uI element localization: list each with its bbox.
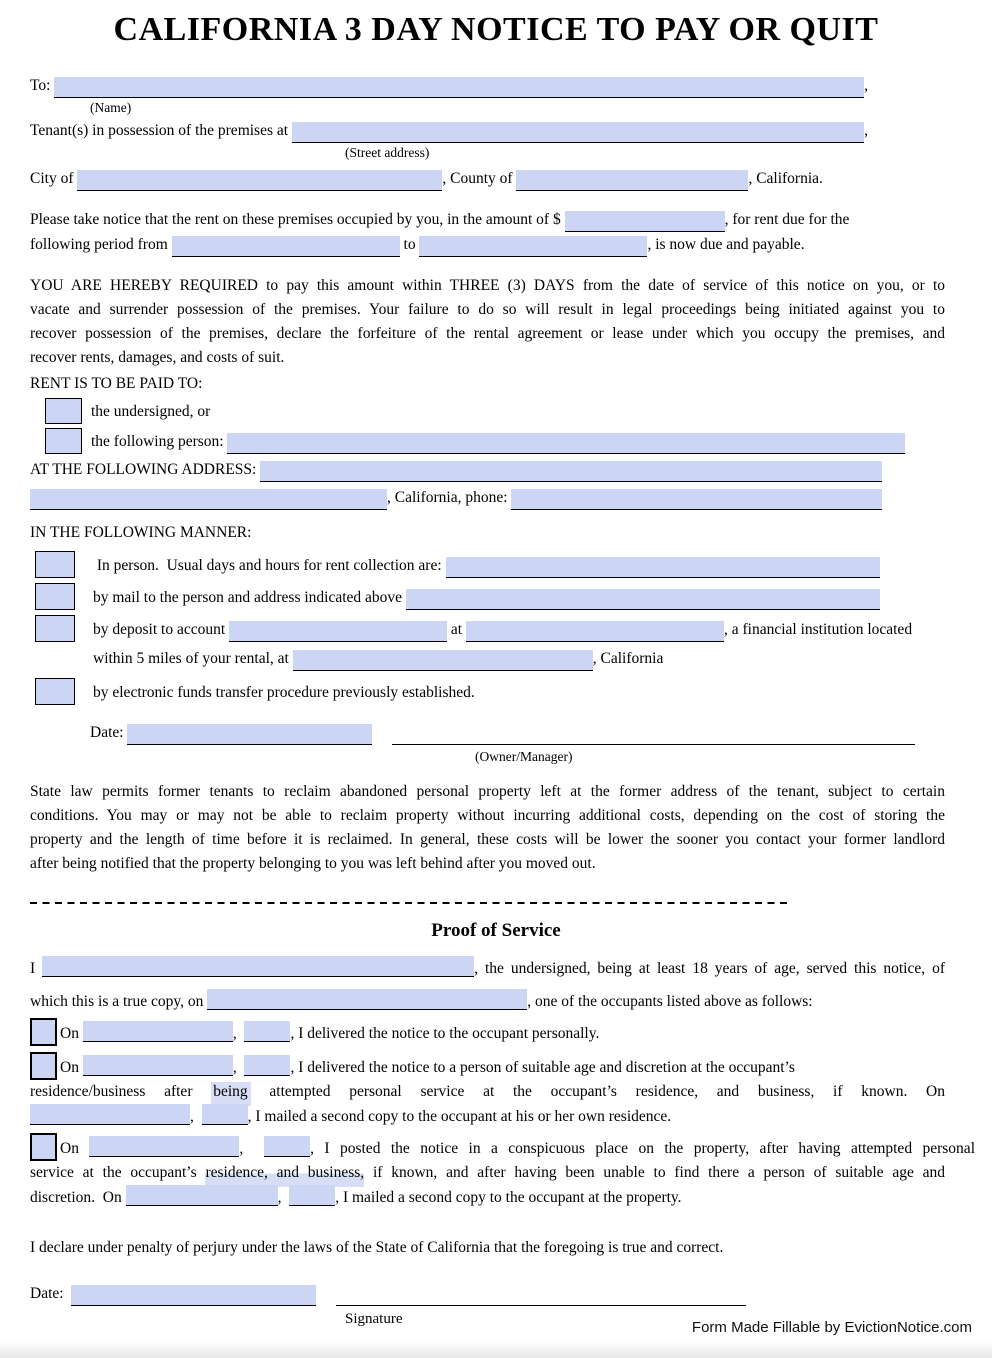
deposit-post-text: , a financial institution located bbox=[723, 621, 913, 638]
checkbox-following-person[interactable] bbox=[45, 428, 82, 454]
manner-heading: IN THE FOLLOWING MANNER: bbox=[30, 524, 252, 541]
to-label: To: bbox=[30, 77, 55, 94]
deposit-line2-label: within 5 miles of your rental, at bbox=[93, 650, 293, 667]
notice-text-1: Please take notice that the rent on these premises occupied by you, in the amount of $ bbox=[30, 211, 565, 228]
signature-date-row bbox=[30, 1282, 962, 1306]
reclaim-line-2: conditions. You may or may not be able to reclaim property without incurring additional costs, depending on the cost of storing the bbox=[30, 807, 945, 824]
notice-text-2: , for rent due for the bbox=[724, 211, 850, 228]
posting-line-3 bbox=[30, 1185, 962, 1210]
proof-copy-pre: which this is a true copy, on bbox=[30, 993, 208, 1010]
address-line2-text: , California, phone: bbox=[387, 489, 512, 506]
payment-address-city-field[interactable] bbox=[30, 489, 387, 510]
notice-line-1 bbox=[30, 208, 962, 232]
checkbox-undersigned[interactable] bbox=[45, 398, 82, 424]
posting-text-3: , I mailed a second copy to the occupant at the property. bbox=[335, 1189, 682, 1206]
substituted-year-field[interactable] bbox=[244, 1055, 290, 1076]
personal-delivery-row bbox=[30, 1018, 962, 1046]
checkbox-substituted-service[interactable] bbox=[30, 1052, 57, 1080]
personal-delivery-year-field[interactable] bbox=[244, 1021, 290, 1042]
proof-of-service-heading: Proof of Service bbox=[431, 920, 561, 941]
posting-text-1: , I posted the notice in a conspicuous place on the property, after having attempted personal bbox=[310, 1140, 975, 1157]
field-overlap-highlight: residence, and business, bbox=[205, 1164, 364, 1187]
account-number-field[interactable] bbox=[229, 621, 447, 642]
signature-date-field[interactable] bbox=[71, 1285, 316, 1306]
undersigned-row bbox=[30, 398, 962, 424]
deposit-label: by deposit to account bbox=[93, 621, 230, 638]
period-to-field[interactable] bbox=[419, 236, 647, 257]
financial-institution-field[interactable] bbox=[466, 621, 724, 642]
notice-text-4: to bbox=[399, 236, 420, 253]
eviction-notice-form bbox=[0, 10, 992, 1327]
substituted-text-1: , I delivered the notice to a person of suitable age and discretion at the occupant’s bbox=[290, 1059, 795, 1076]
owner-signature-line[interactable] bbox=[392, 744, 915, 745]
in-person-label: In person. Usual days and hours for rent collection are: bbox=[93, 557, 446, 574]
county-field[interactable] bbox=[516, 170, 748, 191]
period-from-field[interactable] bbox=[172, 236, 400, 257]
address-heading: AT THE FOLLOWING ADDRESS: bbox=[30, 461, 261, 478]
reclaim-paragraph bbox=[30, 780, 945, 876]
to-name-field[interactable] bbox=[54, 77, 864, 98]
electronic-row bbox=[30, 678, 962, 705]
california-text: , California. bbox=[748, 170, 823, 187]
signature-date-label: Date: bbox=[30, 1285, 72, 1302]
demand-line-3: recover possession of the premises, declare the forfeiture of the rental agreement or lease under which you occupy the premises, and bbox=[30, 325, 945, 342]
city-county-row bbox=[30, 167, 962, 191]
proof-intro-pre: I bbox=[30, 960, 43, 977]
personal-delivery-date-field[interactable] bbox=[83, 1021, 233, 1042]
substituted-service-line-2 bbox=[30, 1080, 945, 1104]
proof-intro-line-1 bbox=[30, 956, 945, 981]
street-caption: (Street address) bbox=[345, 145, 430, 160]
mail-details-field[interactable] bbox=[406, 589, 880, 610]
comma: , bbox=[190, 1108, 202, 1125]
payee-name-field[interactable] bbox=[227, 433, 905, 454]
posted-year-field[interactable] bbox=[264, 1136, 310, 1157]
in-person-row bbox=[30, 551, 880, 578]
field-overlap-highlight: being bbox=[211, 1082, 250, 1106]
owner-date-label: Date: bbox=[90, 724, 128, 741]
checkbox-personal-delivery[interactable] bbox=[30, 1018, 57, 1046]
city-field[interactable] bbox=[77, 170, 442, 191]
owner-date-row bbox=[30, 721, 915, 745]
notice-line-2 bbox=[30, 233, 962, 257]
following-person-row bbox=[30, 428, 905, 454]
substituted-text-2a: residence/business after bbox=[30, 1083, 212, 1100]
reclaim-line-1: State law permits former tenants to reclaim abandoned personal property left at the former address of the tenant, subject to certain bbox=[30, 783, 945, 800]
owner-caption: (Owner/Manager) bbox=[475, 749, 573, 764]
checkbox-by-deposit[interactable] bbox=[35, 615, 75, 642]
comma: , bbox=[864, 77, 868, 94]
posting-text-3-pre: discretion. On bbox=[30, 1189, 126, 1206]
substituted-text-2b: attempted personal service at the occupant’s residence, and business, if known. On bbox=[250, 1083, 945, 1100]
proof-intro-line-2 bbox=[30, 989, 962, 1014]
footer-credit: Form Made Fillable by EvictionNotice.com bbox=[691, 1319, 972, 1336]
county-label: , County of bbox=[442, 170, 517, 187]
deposit-line2-post: , California bbox=[592, 650, 664, 667]
owner-date-field[interactable] bbox=[127, 724, 372, 745]
notice-text-3: following period from bbox=[30, 236, 172, 253]
posted-mail-date-field[interactable] bbox=[126, 1185, 278, 1206]
tenants-label: Tenant(s) in possession of the premises at bbox=[30, 122, 292, 139]
substituted-service-row bbox=[30, 1052, 962, 1080]
checkbox-by-mail[interactable] bbox=[35, 583, 75, 610]
comma: , bbox=[232, 1059, 245, 1076]
posted-mail-year-field[interactable] bbox=[289, 1185, 335, 1206]
following-person-label: the following person: bbox=[91, 433, 228, 450]
substituted-date-field[interactable] bbox=[83, 1055, 233, 1076]
on-label: On bbox=[60, 1059, 83, 1076]
page-bottom-fade bbox=[0, 1342, 992, 1358]
demand-line-4: recover rents, damages, and costs of suit. bbox=[30, 349, 285, 366]
proof-intro-post: , the undersigned, being at least 18 years of age, served this notice, of bbox=[474, 960, 945, 977]
on-label: On bbox=[60, 1025, 83, 1042]
signature-line[interactable] bbox=[336, 1305, 746, 1306]
deposit-at-text: at bbox=[447, 621, 466, 638]
deposit-row bbox=[30, 615, 962, 642]
perjury-declaration: I declare under penalty of perjury under the laws of the State of California that the foregoing is true and correct. bbox=[30, 1239, 724, 1256]
comma: , bbox=[239, 1140, 265, 1157]
checkbox-posting[interactable] bbox=[30, 1133, 57, 1161]
comma: , bbox=[864, 122, 868, 139]
reclaim-line-4: after being notified that the property belonging to you was left behind after you moved out. bbox=[30, 855, 596, 872]
substituted-mail-date-field[interactable] bbox=[30, 1104, 190, 1125]
comma: , bbox=[277, 1189, 290, 1206]
substituted-mail-year-field[interactable] bbox=[202, 1104, 248, 1125]
posting-row bbox=[30, 1133, 975, 1161]
substituted-text-3: , I mailed a second copy to the occupant at his or her own residence. bbox=[247, 1108, 672, 1125]
demand-line-2: vacate and surrender possession of the premises. Your failure to do so will result in legal proceedings being initiated against you to bbox=[30, 301, 945, 318]
undersigned-label: the undersigned, or bbox=[91, 403, 211, 420]
proof-copy-post: , one of the occupants listed above as follows: bbox=[527, 993, 813, 1010]
signature-caption: Signature bbox=[345, 1311, 403, 1327]
page-title: CALIFORNIA 3 DAY NOTICE TO PAY OR QUIT bbox=[113, 11, 879, 48]
notice-text-5: , is now due and payable. bbox=[647, 236, 805, 253]
rent-collection-hours-field[interactable] bbox=[446, 557, 880, 578]
demand-paragraph bbox=[30, 274, 945, 370]
payment-address-field[interactable] bbox=[260, 461, 882, 482]
paid-to-heading: RENT IS TO BE PAID TO: bbox=[30, 375, 203, 392]
tenant-row bbox=[30, 119, 868, 143]
service-copy-date-field[interactable] bbox=[207, 989, 527, 1010]
personal-delivery-text: , I delivered the notice to the occupant personally. bbox=[290, 1025, 600, 1042]
comma: , bbox=[232, 1025, 245, 1042]
reclaim-line-3: property and the length of time before it is reclaimed. In general, these costs will be lower the sooner you contact your former landlord bbox=[30, 831, 945, 848]
posted-date-field[interactable] bbox=[89, 1136, 239, 1157]
substituted-service-line-3 bbox=[30, 1104, 962, 1129]
by-mail-row bbox=[30, 583, 880, 610]
rent-amount-field[interactable] bbox=[565, 211, 725, 232]
to-row bbox=[30, 74, 868, 98]
city-label: City of bbox=[30, 170, 78, 187]
posting-line-2 bbox=[30, 1161, 945, 1185]
posting-text-2a: service at the occupant’s bbox=[30, 1164, 206, 1181]
street-address-field[interactable] bbox=[292, 122, 864, 143]
address-heading-row bbox=[30, 458, 882, 482]
server-name-field[interactable] bbox=[42, 956, 474, 977]
demand-line-1: YOU ARE HEREBY REQUIRED to pay this amount within THREE (3) DAYS from the date of service of this notice on you, or to bbox=[30, 277, 945, 294]
posting-text-2b: if known, and after having been unable to find there a person of suitable age and bbox=[364, 1164, 945, 1181]
phone-field[interactable] bbox=[511, 489, 882, 510]
on-label: On bbox=[60, 1140, 90, 1157]
address-line2-row bbox=[30, 486, 882, 510]
checkbox-electronic-transfer[interactable] bbox=[35, 678, 75, 705]
name-caption: (Name) bbox=[90, 100, 132, 115]
checkbox-in-person[interactable] bbox=[35, 551, 75, 578]
dashed-divider bbox=[30, 902, 792, 904]
electronic-label: by electronic funds transfer procedure previously established. bbox=[93, 684, 475, 701]
by-mail-label: by mail to the person and address indicated above bbox=[93, 589, 406, 606]
institution-city-field[interactable] bbox=[293, 650, 593, 671]
deposit-row-2 bbox=[93, 647, 962, 671]
